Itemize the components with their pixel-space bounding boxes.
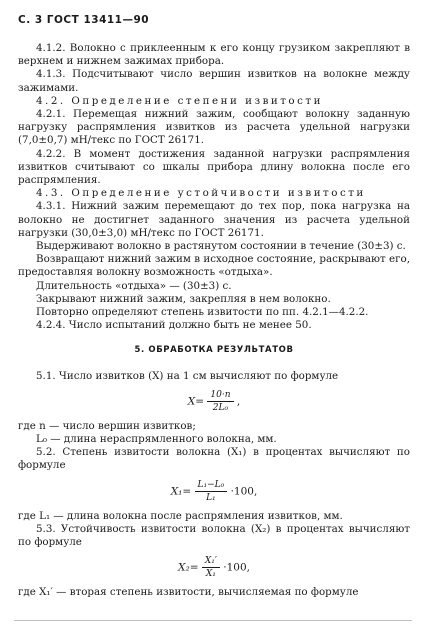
where-l0: L₀ — длина нераспрямленного волокна, мм.: [36, 433, 277, 446]
formula-3: [18, 555, 410, 580]
formula-2-end: ·100,: [230, 485, 258, 498]
page-header: С. 3 ГОСТ 13411—90: [18, 14, 150, 26]
paragraph-5-3: 5.3. Устойчивость извитости волокна (X₂) в процентах вычисляют по формуле: [18, 522, 410, 549]
where-n: где n — число вершин извитков;: [18, 419, 196, 432]
formula-3-fraction: [202, 555, 220, 580]
paragraph-return: Возвращают нижний зажим в исходное состояние, раскрывают его, предоставляя волокну возможность «отдыха».: [18, 253, 410, 279]
formula-2: [18, 479, 410, 504]
formula-2-denominator: L₁: [206, 492, 216, 503]
paragraph-rest: Длительность «отдыха» — (30±3) с.: [36, 279, 232, 292]
formula-1-numerator: 10·n: [207, 389, 233, 402]
heading-4-2: 4.2. Определение степени извитости: [36, 94, 323, 107]
formula-1-denominator: 2L₀: [212, 402, 229, 413]
formula-1-end: ,: [236, 395, 241, 408]
paragraph-4-2-2: 4.2.2. В момент достижения заданной нагрузки распрямления извитков считывают со шкалы прибора длину волокна после его распрямления.: [18, 147, 410, 187]
paragraph-4-2-1: 4.2.1. Перемещая нижний зажим, сообщают волокну заданную нагрузку распрямления извитков из расчета удельной нагрузки (7,0±0,7) мН/текс по ГОСТ 26171.: [18, 108, 410, 147]
formula-3-numerator: X₁′: [202, 555, 220, 568]
formula-3-denominator: X₁: [205, 569, 216, 580]
section-5-heading: 5. ОБРАБОТКА РЕЗУЛЬТАТОВ: [134, 345, 294, 356]
paragraph-close: Закрывают нижний зажим, закрепляя в нем волокно.: [36, 292, 331, 305]
where-l1: где L₁ — длина волокна после распрямления извитков, мм.: [18, 509, 343, 522]
formula-1-lhs: X=: [187, 395, 205, 408]
document-body: [18, 42, 410, 600]
formula-2-fraction: [195, 479, 228, 504]
formula-2-lhs: X₁=: [170, 485, 192, 498]
paragraph-5-1: 5.1. Число извитков (X) на 1 см вычисляют по формуле: [36, 369, 339, 382]
formula-2-numerator: L₁−L₀: [195, 479, 228, 492]
where-x1-prime: где X₁′ — вторая степень извитости, вычисляемая по формуле: [18, 586, 359, 599]
formula-3-end: ·100,: [223, 561, 250, 574]
paragraph-4-1-2: 4.1.2. Волокно с приклеенным к его концу грузиком закрепляют в верхнем и нижнем зажимах прибора.: [18, 42, 410, 68]
formula-1: [18, 389, 410, 414]
paragraph-4-2-4: 4.2.4. Число испытаний должно быть не менее 50.: [36, 319, 312, 332]
paragraph-hold: Выдерживают волокно в растянутом состоянии в течение (30±3) с.: [36, 240, 406, 253]
paragraph-repeat: Повторно определяют степень извитости по пп. 4.2.1—4.2.2.: [36, 306, 369, 319]
paragraph-4-3-1: 4.3.1. Нижний зажим перемещают до тех пор, пока нагрузка на волокно не достигнет заданного значения из расчета удельной нагрузки (30,0±3,0) мН/текс по ГОСТ 26171.: [18, 200, 410, 239]
paragraph-5-2: 5.2. Степень извитости волокна (X₁) в процентах вычисляют по формуле: [18, 446, 410, 472]
formula-3-lhs: X₂=: [178, 561, 199, 574]
paragraph-4-1-3: 4.1.3. Подсчитывают число вершин извитков на волокне между зажимами.: [18, 68, 410, 94]
formula-1-fraction: [207, 389, 233, 414]
heading-4-3: 4.3. Определение устойчивости извитости: [36, 187, 366, 200]
page-bottom-rule: [14, 620, 412, 621]
